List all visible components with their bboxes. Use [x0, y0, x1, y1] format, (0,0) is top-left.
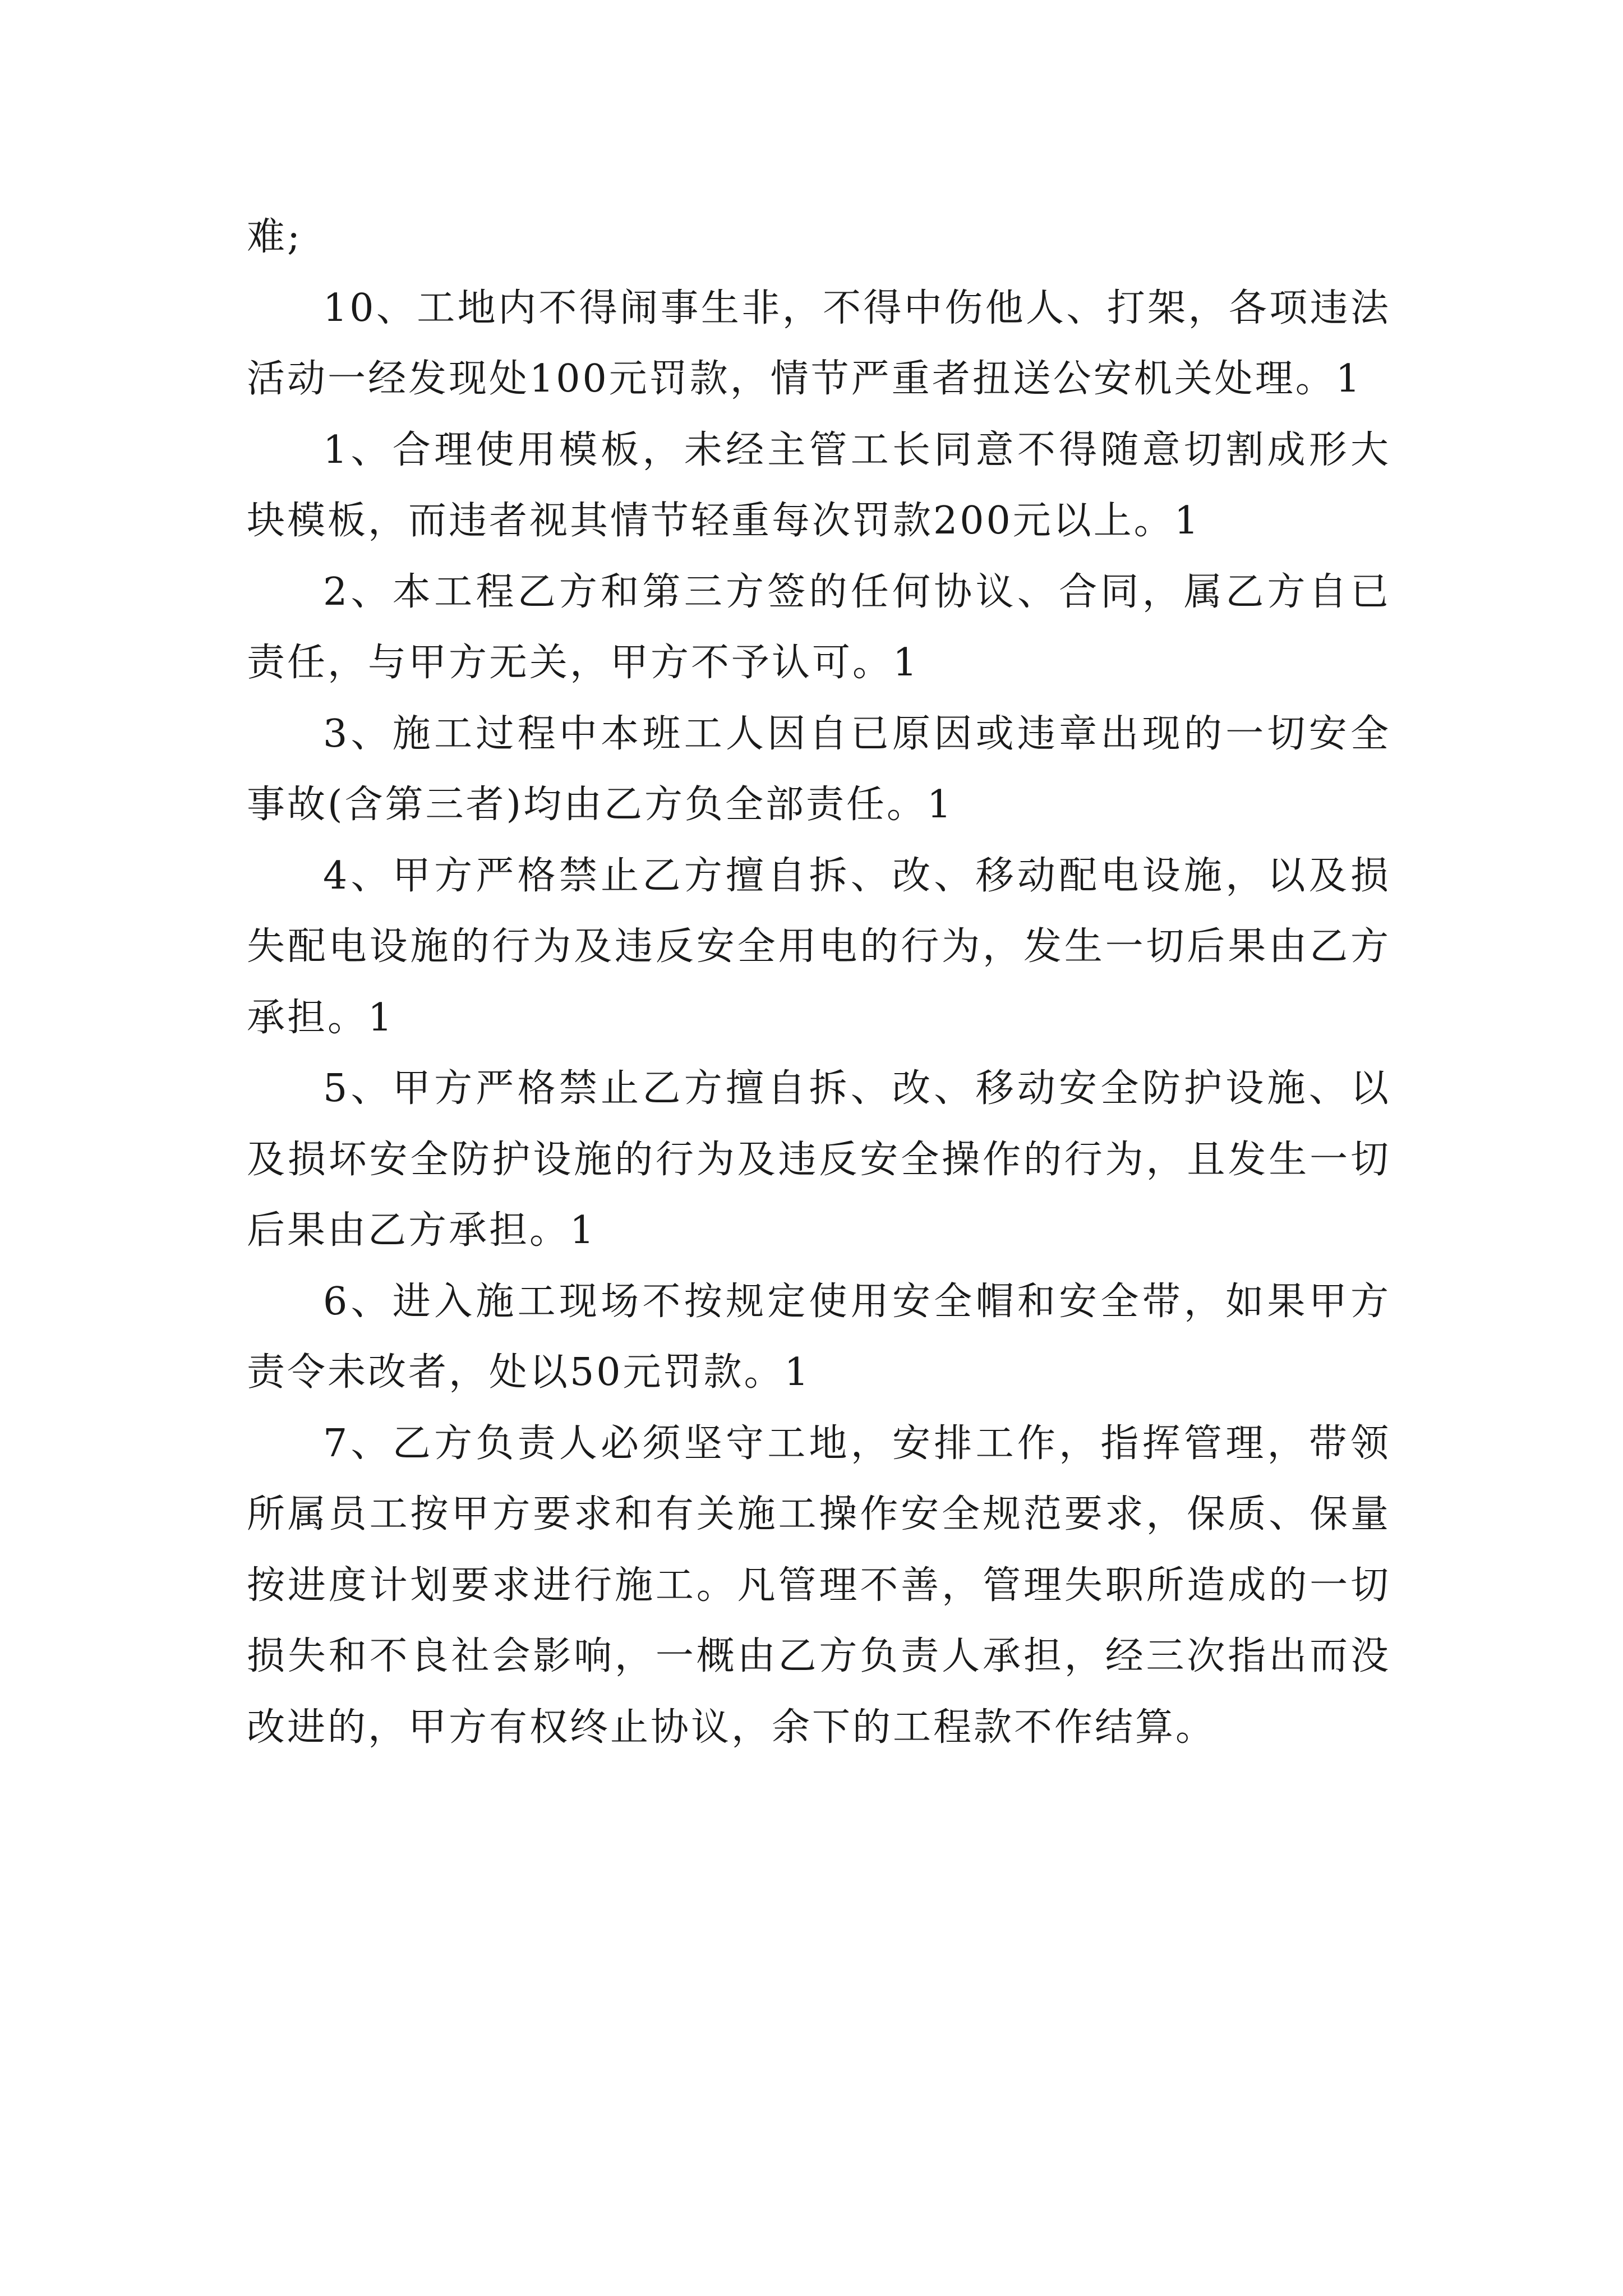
paragraph-8: 7、乙方负责人必须坚守工地，安排工作，指挥管理，带领所属员工按甲方要求和有关施工操作安全规范要求，保质、保量按进度计划要求进行施工。凡管理不善，管理失职所造成的一切损失和不良社会影响，一概由乙方负责人承担，经三次指出而没改进的，甲方有权终止协议，余下的工程款不作结算。	[247, 1421, 1391, 1750]
paragraph-0: 难;	[247, 215, 302, 259]
paragraph-3: 2、本工程乙方和第三方签的任何协议、合同，属乙方自已责任，与甲方无关，甲方不予认可。1	[247, 569, 1391, 685]
paragraph-5: 4、甲方严格禁止乙方擅自拆、改、移动配电设施，以及损失配电设施的行为及违反安全用电的行为，发生一切后果由乙方承担。1	[247, 853, 1391, 1040]
paragraph-7: 6、进入施工现场不按规定使用安全帽和安全带，如果甲方责令未改者，处以50元罚款。1	[247, 1279, 1391, 1395]
paragraph-2: 1、合理使用模板，未经主管工长同意不得随意切割成形大块模板，而违者视其情节轻重每次罚款200元以上。1	[247, 427, 1391, 543]
body-text	[247, 202, 1391, 1763]
paragraph-6: 5、甲方严格禁止乙方擅自拆、改、移动安全防护设施、以及损坏安全防护设施的行为及违反安全操作的行为，且发生一切后果由乙方承担。1	[247, 1066, 1391, 1253]
paragraph-4: 3、施工过程中本班工人因自已原因或违章出现的一切安全事故(含第三者)均由乙方负全部责任。1	[247, 711, 1391, 827]
paragraph-1: 10、工地内不得闹事生非，不得中伤他人、打架，各项违法活动一经发现处100元罚款，情节严重者扭送公安机关处理。1	[247, 286, 1391, 401]
